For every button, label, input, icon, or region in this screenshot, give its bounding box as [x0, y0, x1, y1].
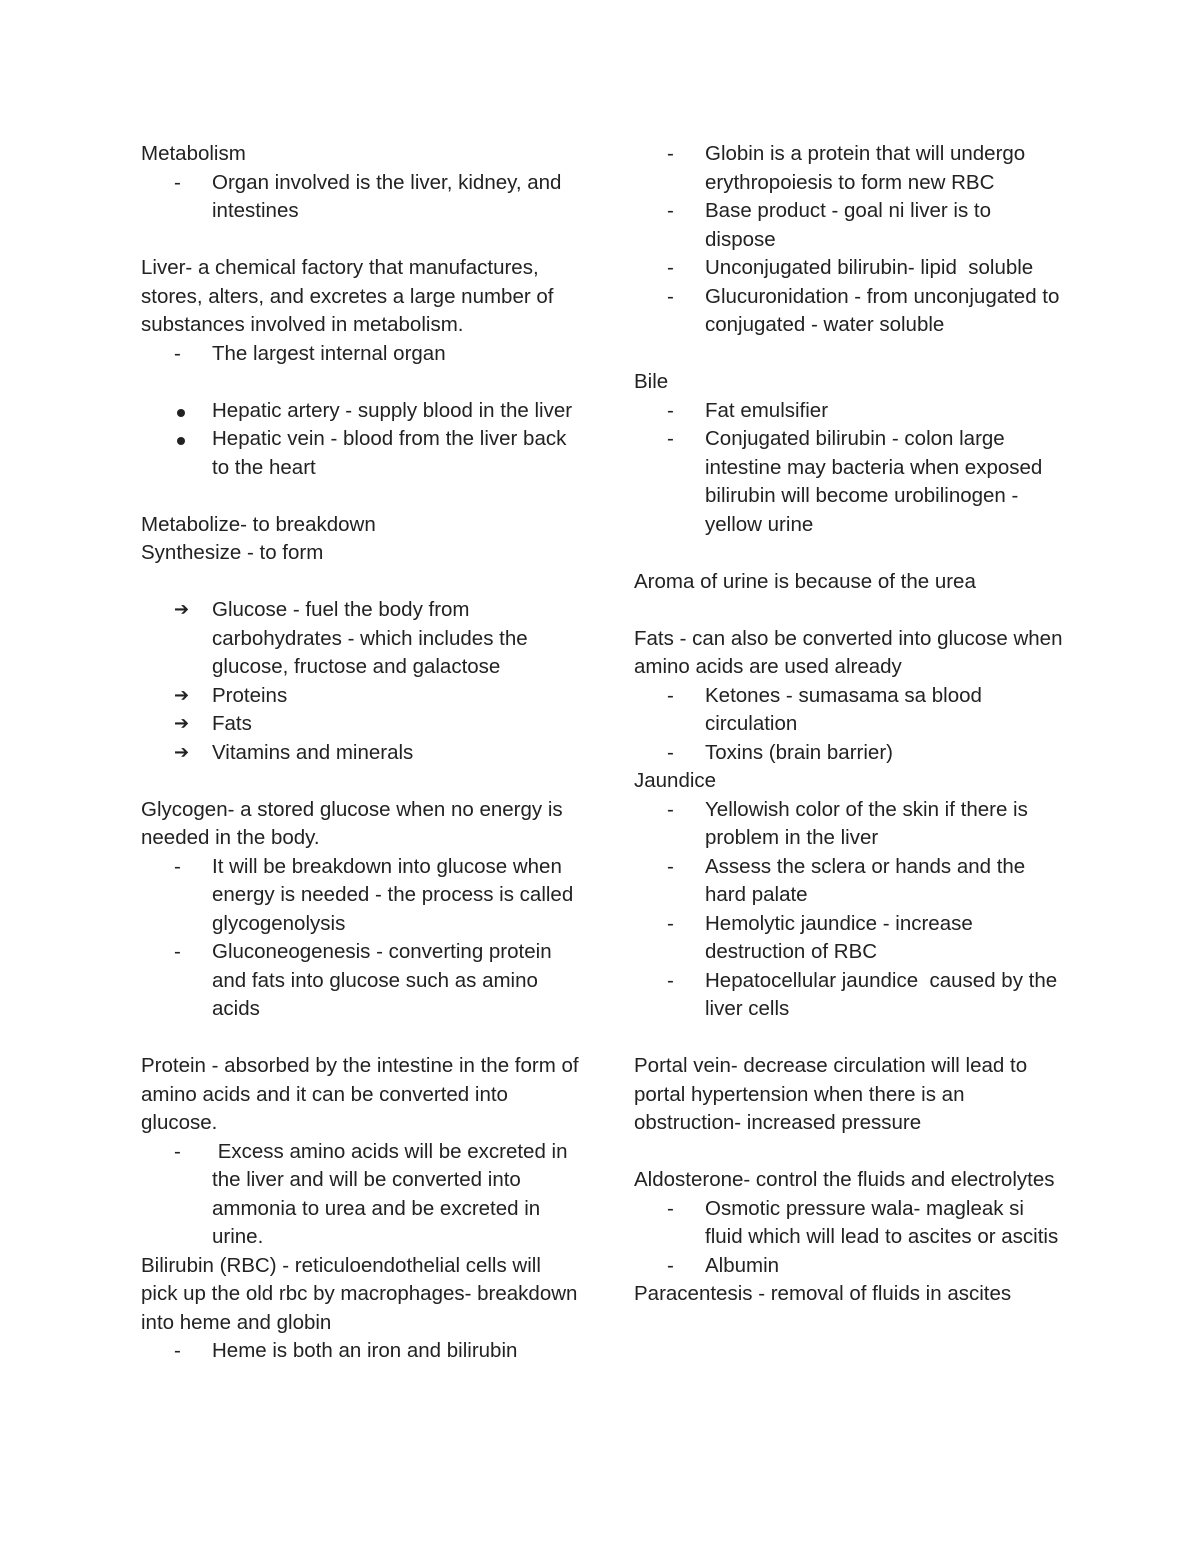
list-item: - Assess the sclera or hands and the hard palate — [667, 854, 1026, 906]
dash-marker: - — [174, 170, 181, 194]
bullet-item: Hepatic vein - blood from the liver back to the heart — [141, 425, 581, 482]
list-item: - Glucuronidation - from unconjugated to conjugated - water soluble — [667, 284, 1060, 336]
paragraph-protein: Protein - absorbed by the intestine in the form of amino acids and it can be converted into glucose. — [141, 1054, 579, 1134]
dash-marker: - — [667, 256, 674, 279]
dash-marker: - — [174, 341, 181, 365]
paragraph-bilirubin: Bilirubin (RBC) - reticuloendothelial cells will pick up the old rbc by macrophages- breakdown into heme and globin — [141, 1253, 578, 1334]
list-item: - Hemolytic jaundice - increase destruction of RBC — [667, 911, 973, 963]
dash-marker: - — [667, 911, 674, 935]
bullet-item: Hepatic artery - supply blood in the liver — [141, 397, 581, 426]
dash-marker: - — [174, 1339, 181, 1362]
list-item: - It will be breakdown into glucose when energy is needed - the process is called glycogenolysis — [174, 854, 574, 935]
dash-marker: - — [667, 968, 674, 992]
paragraph-glycogen: Glycogen- a stored glucose when no energy is needed in the body. — [141, 797, 563, 849]
arrow-icon: ➔ — [174, 684, 190, 706]
heading-metabolism: Metabolism — [141, 142, 246, 165]
list-item: - The largest internal organ — [141, 340, 581, 369]
arrow-item: ➔ Glucose - fuel the body from carbohydrates - which includes the glucose, fructose and galactose — [174, 598, 528, 678]
paragraph-aroma: Aroma of urine is because of the urea — [634, 569, 976, 593]
list-item: - Globin is a protein that will undergo erythropoiesis to form new RBC — [667, 142, 1026, 194]
list-item: - Conjugated bilirubin - colon large intestine may bacteria when exposed bilirubin will become urobilinogen - yellow urine — [667, 427, 1043, 536]
dash-marker: - — [667, 427, 674, 450]
dash-marker: - — [667, 142, 674, 165]
list-item: - Yellowish color of the skin if there is problem in the liver — [667, 797, 1028, 849]
list-item: - Excess amino acids will be excreted in the liver and will be converted into ammonia to urea and be excreted in urine. — [174, 1139, 574, 1248]
arrow-item: ➔ Vitamins and minerals — [141, 739, 581, 768]
dash-marker: - — [667, 854, 674, 878]
paragraph-aldosterone: Aldosterone- control the fluids and electrolytes — [634, 1168, 1055, 1191]
arrow-item: ➔ Proteins — [141, 682, 581, 711]
heading-jaundice: Jaundice — [634, 769, 717, 792]
dash-marker: - — [667, 1253, 674, 1277]
bullet-icon — [177, 437, 185, 445]
arrow-icon: ➔ — [174, 741, 190, 763]
dash-marker: - — [667, 1196, 674, 1220]
dash-marker: - — [174, 854, 181, 878]
paragraph-portal-vein: Portal vein- decrease circulation will lead to portal hypertension when there is an obstruction- increased pressure — [634, 1054, 1028, 1134]
arrow-icon: ➔ — [174, 599, 190, 620]
dash-marker: - — [667, 740, 674, 764]
dash-marker: - — [667, 797, 674, 821]
list-item: - Unconjugated bilirubin- lipid soluble — [634, 254, 1064, 283]
paragraph-metabolize: Metabolize- to breakdown — [141, 512, 376, 536]
heading-bile: Bile — [634, 370, 669, 393]
paragraph-synthesize: Synthesize - to form — [141, 541, 324, 564]
list-item: - Ketones - sumasama sa blood circulation — [667, 683, 982, 735]
right-column — [634, 140, 1064, 1309]
left-column — [141, 140, 581, 1366]
dash-marker: - — [174, 1139, 181, 1163]
dash-marker: - — [667, 284, 674, 308]
paragraph-fats: Fats - can also be converted into glucose when amino acids are used already — [634, 626, 1063, 678]
list-item: - Osmotic pressure wala- magleak si fluid which will lead to ascites or ascitis — [667, 1196, 1059, 1248]
dash-marker: - — [667, 398, 674, 422]
paragraph-liver: Liver- a chemical factory that manufactures, stores, alters, and excretes a large number of substances involved in metabolism. — [141, 256, 554, 336]
list-item: - Hepatocellular jaundice caused by the liver cells — [667, 968, 1063, 1020]
bullet-icon — [177, 409, 185, 417]
dash-marker: - — [667, 683, 674, 707]
arrow-icon: ➔ — [174, 713, 190, 734]
list-item: - Fat emulsifier — [634, 397, 1064, 426]
dash-marker: - — [667, 199, 674, 222]
list-item: - Albumin — [634, 1252, 1064, 1281]
list-item: - Heme is both an iron and bilirubin — [141, 1337, 581, 1366]
arrow-item: ➔ Fats — [141, 710, 581, 739]
paragraph-paracentesis: Paracentesis - removal of fluids in ascites — [634, 1282, 1012, 1305]
dash-marker: - — [174, 940, 181, 963]
list-item: - Toxins (brain barrier) — [634, 739, 1064, 768]
list-item: - Gluconeogenesis - converting protein and fats into glucose such as amino acids — [174, 940, 552, 1020]
list-item: - Organ involved is the liver, kidney, and intestines — [174, 170, 562, 222]
list-item: - Base product - goal ni liver is to dispose — [667, 199, 991, 251]
